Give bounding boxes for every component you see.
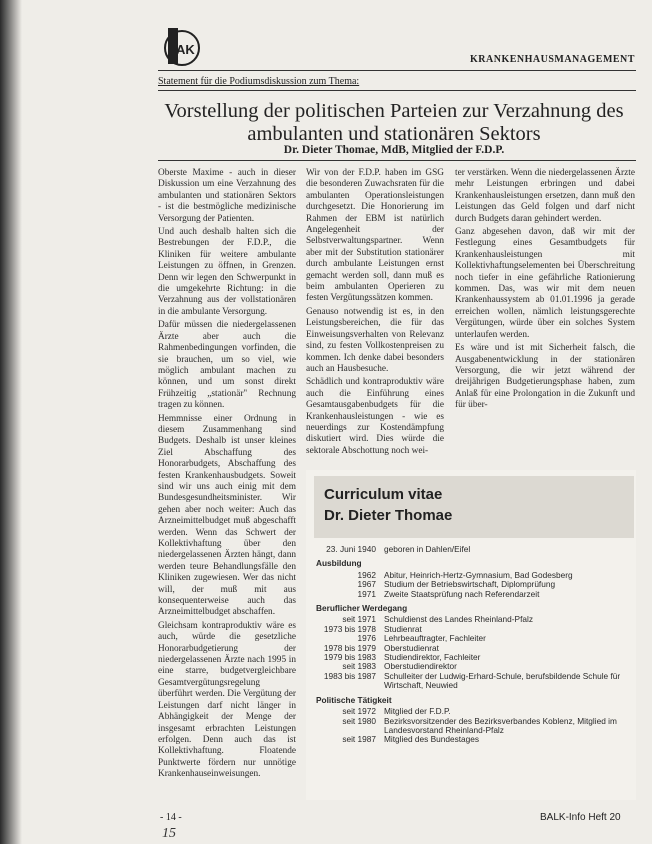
paragraph: Und auch deshalb halten sich die Bestrebungen der F.D.P., die Kliniken für weitere ambulante Leistungen zu öffnen, in Grenzen. Denn wir legen den Schwerpunkt in die umgekehrte Richtung: in die Verzahnung aus der vollstationären in die ambulante Versorgung. <box>158 227 296 317</box>
cv-career-list <box>316 615 634 690</box>
cv-date: 1973 bis 1978 <box>323 623 376 634</box>
publication-footer: BALK-Info Heft 20 <box>540 812 621 823</box>
title-line-2: ambulanten und stationären Sektors <box>247 123 541 145</box>
cv-date: 1978 bis 1979 <box>323 642 376 653</box>
cv-birth-row <box>316 545 634 554</box>
statement-line: Statement für die Podiumsdiskussion zum Thema: <box>158 76 360 87</box>
title-line-1: Vorstellung der politischen Parteien zur Verzahnung des <box>164 100 624 122</box>
paragraph: ter verstärken. Wenn die niedergelassenen Ärzte mehr Leistungen erbringen und dabei Krankenhausleistungen ersetzen, dann muß den Leistungen das Geld folgen und darf nicht durch Budgets daran gehindert werden. <box>455 168 635 224</box>
cv-date: seit 1980 <box>342 715 376 726</box>
cv-entry: Mitglied der F.D.P. <box>384 706 451 717</box>
cv-education-list <box>316 571 634 599</box>
cv-date: 1971 <box>357 588 376 599</box>
page-number-left: - 14 - <box>160 812 182 823</box>
cv-entry: Schulleiter der Ludwig-Erhard-Schule, berufsbildende Schule für Wirtschaft, Neuwied <box>384 670 621 691</box>
cv-date: 1979 bis 1983 <box>323 652 376 663</box>
cv-header <box>314 476 634 538</box>
cv-date: seit 1987 <box>342 734 376 745</box>
cv-section-career: Beruflicher Werdegang <box>316 603 408 614</box>
cv-entry: Oberstudiendirektor <box>384 661 457 672</box>
cv-body <box>316 545 634 745</box>
cv-title-line-2: Dr. Dieter Thomae <box>324 507 453 524</box>
cv-entry: geboren in Dahlen/Eifel <box>384 544 471 554</box>
svg-text:AK: AK <box>176 42 195 57</box>
paragraph: Genauso notwendig ist es, in den Leistungsbereichen, die für das Einweisungsverhalten von Relevanz sind, zu festen Vollkostenpreisen zu kommen. Ich denke dabei besonders auch an Hausbesuche. <box>306 306 444 374</box>
cv-entry: Studienrat <box>384 623 422 634</box>
paragraph: Es wäre und ist mit Sicherheit falsch, die Ausgabenentwicklung in der stationären Versorgung, die wir jetzt während der dreijährigen Budgetierungsphase haben, zum Anlaß für eine Prolongation in die Zukunft und für über- <box>455 343 635 411</box>
paragraph: Hemmnisse einer Ordnung in diesem Zusammenhang sind Budgets. Deshalb ist unser kleines Ziel Abschaffung des Honorarbudgets, Abschaffung des festen Krankenhausbudgets. Soweit sind wir uns auch einig mit dem Bundesgesundheitsminister. Wir gehen aber noch weiter: Auch das Arzneimittelbudget muß abgeschafft werden. Wenn das Schwert der Kollektivhaftung über den niedergelassenen Ärzten hängt, dann werden teure Behandlungsfälle den Kliniken zugewiesen. Wer das nicht will, der muß mit aus konsequenterweise auch das Arzneimittelbudget abschaffen. <box>158 413 296 618</box>
curriculum-vitae-box <box>306 470 636 800</box>
paragraph: Oberste Maxime - auch in dieser Diskussion um eine Verzahnung des ambulanten und stationären Sektors - ist die bestmögliche medizinische Versorgung der Patienten. <box>158 168 296 224</box>
cv-section-politics: Politische Tätigkeit <box>316 694 392 705</box>
cv-title-line-1: Curriculum vitae <box>324 486 443 503</box>
cv-row <box>316 590 634 599</box>
cv-date: 1983 bis 1987 <box>323 670 376 681</box>
cv-row <box>316 672 634 691</box>
cv-title <box>324 484 452 526</box>
paragraph: Gleichsam kontraproduktiv wäre es auch, würde die gesetzliche Honorarbudgetierung der niedergelassenen Ärzte nach 1995 in eine starre, budgetvergleichbare Gesamtvergütungsregelung überführt werden. Die Vergütung der Leistungen darf nicht länger in Abhängigkeit der Menge der insgesamt erbrachten Leistungen erfolgen. Denn auch das ist Kollektivhaftung. Floatende Punktwerte fördern nur unnötige Krankenhauseinweisungen. <box>158 620 296 780</box>
cv-entry: Mitglied des Bundestages <box>384 734 480 745</box>
paragraph: Schädlich und kontraproduktiv wäre auch die Einführung eines Gesamtausgabenbudgets für die Krankenhausleistungen - wie es neuerdings zur Kostendämpfung diskutiert wird. Dies würde die sektorale Abschottung noch wei- <box>306 377 444 456</box>
cv-date: seit 1971 <box>342 614 376 625</box>
section-header: KRANKENHAUSMANAGEMENT <box>470 54 635 65</box>
article-author: Dr. Dieter Thomae, MdB, Mitglied der F.D.P. <box>283 144 505 156</box>
cv-entry: Oberstudienrat <box>384 642 439 653</box>
cv-entry: Studium der Betriebswirtschaft, Diplomprüfung <box>384 579 556 590</box>
cv-date: 1976 <box>357 633 376 644</box>
paragraph: Dafür müssen die niedergelassenen Ärzte aber auch die Rahmenbedingungen vorfinden, die sie brauchen, um so viel, wie möglich ambulant machen zu können, und um sonst direkt Frühzeitig „stationär" Rechnung tragen zu können. <box>158 320 296 411</box>
header-rule <box>158 70 636 71</box>
cv-entry: Abitur, Heinrich-Hertz-Gymnasium, Bad Godesberg <box>384 569 573 580</box>
paragraph: Ganz abgesehen davon, daß wir mit der Festlegung eines Gesamtbudgets für Krankenhausleistungen mit Kollektivhaftungselementen bei Überschreitung noch tiefer in eine gefährliche Rationierung kommen. Das, was wir mit dem neuen Krankenhaussystem ab 01.01.1996 ja gerade erreichen wollen, nämlich leistungsgerechte Vergütungen, würde über ein solches System unterlaufen werden. <box>455 227 635 340</box>
author-rule <box>158 160 636 161</box>
cv-entry: Zweite Staatsprüfung nach Referendarzeit <box>384 588 540 599</box>
article-title <box>150 100 638 146</box>
statement-rule <box>158 90 636 91</box>
cv-date: 23. Juni 1940 <box>326 544 376 554</box>
cv-date: seit 1972 <box>342 706 376 717</box>
cv-politics-list <box>316 707 634 745</box>
cv-date: 1967 <box>357 579 376 590</box>
cv-date: 1962 <box>357 569 376 580</box>
cv-entry: Schuldienst des Landes Rheinland-Pfalz <box>384 614 533 625</box>
cv-entry: Lehrbeauftragter, Fachleiter <box>384 633 486 644</box>
cv-row <box>316 735 634 744</box>
cv-date: seit 1983 <box>342 661 376 672</box>
cv-row <box>316 717 634 736</box>
balk-logo <box>162 24 202 68</box>
cv-entry: Studiendirektor, Fachleiter <box>384 652 481 663</box>
handwritten-page-number: 15 <box>162 826 176 841</box>
text-column-2 <box>306 168 444 459</box>
cv-section-education: Ausbildung <box>316 558 362 569</box>
text-column-1 <box>158 168 296 783</box>
cv-entry: Bezirksvorsitzender des Bezirksverbandes Koblenz, Mitglied im Landesvorstand Rheinland-Pfalz <box>384 715 617 735</box>
text-column-3 <box>455 168 635 414</box>
paragraph: Wir von der F.D.P. haben im GSG die besonderen Zuwachsraten für die ambulanten Operationsleistungen durchgesetzt. Die Honorierung im Rahmen der EBM ist natürlich Angelegenheit der Selbstverwaltungspartner. Wenn aber mit der Substitution stationärer durch ambulante Leistungen ernst gemacht werden soll, dann muß es beim ambulanten Operieren zu festen Vergütungssätzen kommen. <box>306 168 444 304</box>
